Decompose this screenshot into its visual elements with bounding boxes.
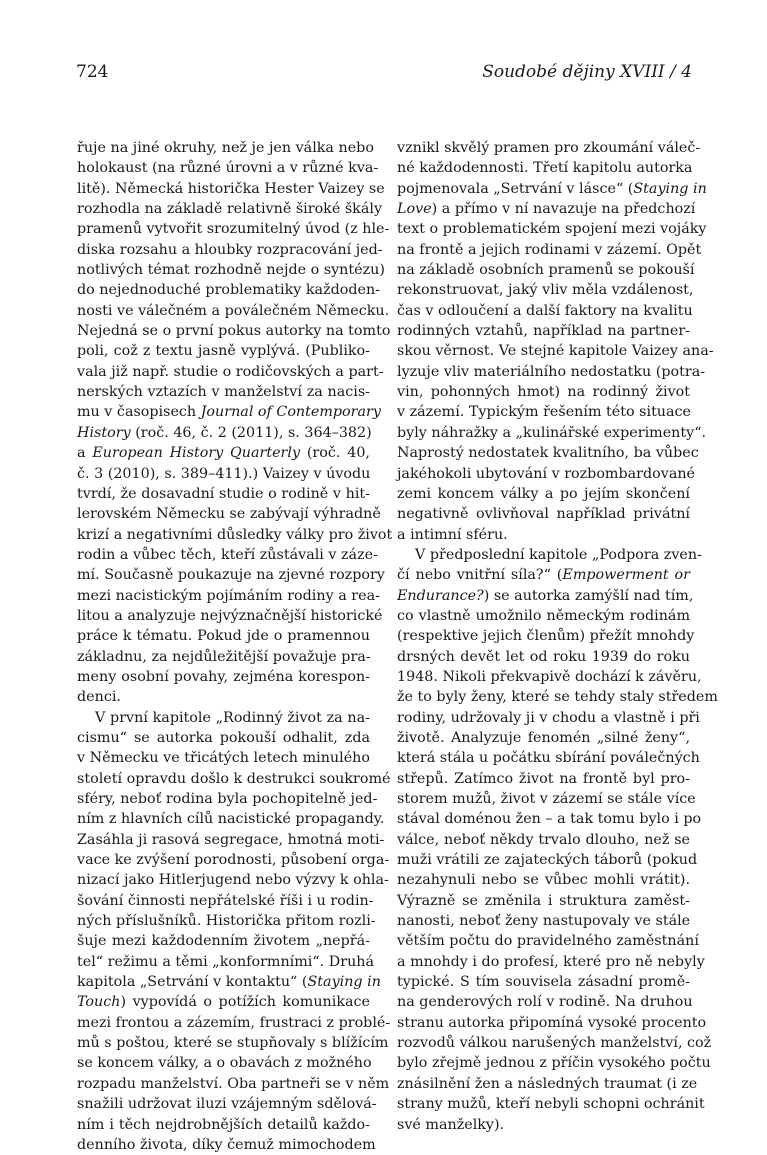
text-line: střepů. Zatímco život na frontě byl pro-	[397, 770, 690, 787]
text-line: cismu“ se autorka pokouší odhalit, zda	[77, 729, 370, 746]
text-line: negativně ovlivňoval například privátní	[397, 506, 690, 523]
text-line: č. 3 (2010), s. 389–411).) Vaizey v úvodu	[77, 465, 371, 482]
text-line: nerských vztazích v manželství za nacis-	[77, 384, 370, 401]
text-line: že to byly ženy, které se tehdy staly středem	[397, 689, 718, 706]
text-line: (respektive jejich členům) přežít mnohdy	[397, 628, 695, 645]
text-line: strany mužů, kteří nebyli schopni ochránit	[397, 1096, 705, 1113]
text-line: V předposlední kapitole „Podpora zven-	[415, 546, 702, 563]
text-line: mů s poštou, které se stupňovaly s blížícím	[77, 1035, 389, 1052]
text-line: History (roč. 46, č. 2 (2011), s. 364–382)	[77, 424, 372, 441]
text-line: zemi koncem války a po jejím skončení	[397, 485, 690, 502]
text-line: vznikl skvělý pramen pro zkoumání váleč-	[397, 140, 701, 156]
text-line: denního života, díky čemuž mimochodem	[77, 1136, 376, 1153]
text-line: v Německu ve třicátých letech minulého	[77, 750, 370, 767]
journal-title: Soudobé dějiny XVIII / 4	[482, 62, 692, 82]
text-line: meny osobní povahy, zejména korespon-	[77, 668, 370, 685]
text-line: Touch) vypovídá o potížích komunikace	[77, 994, 370, 1011]
text-line: storem mužů, život v zázemí se stále více	[397, 791, 696, 807]
text-line: krizí a negativními důsledky války pro život	[77, 526, 393, 543]
text-line: ním z hlavních cílů nacistické propagandy.	[77, 811, 385, 828]
text-line: notlivých témat rozhodně nejde o syntézu)	[77, 262, 385, 279]
text-line: století opravdu došlo k destrukci soukromé	[77, 770, 391, 787]
text-line: mí. Současně poukazuje na zjevné rozpory	[77, 567, 385, 584]
text-line: typické. S tím souvisela zásadní promě-	[397, 974, 690, 991]
text-line: řuje na jiné okruhy, než je jen válka nebo	[77, 140, 374, 156]
text-line: nezahynuli nebo se vůbec mohli vrátit).	[397, 872, 690, 889]
text-line: diska rozsahu a hloubky rozpracování jed-	[77, 241, 383, 258]
text-line: na genderových rolí v rodině. Na druhou	[397, 994, 693, 1011]
right-column-paragraph	[397, 138, 714, 545]
left-text-column	[77, 138, 393, 1155]
page-number: 724	[76, 62, 109, 82]
text-line: Zasáhla ji rasová segregace, hmotná moti-	[77, 831, 385, 848]
text-line: a mnohdy i do profesí, které pro ně nebyly	[397, 953, 705, 970]
text-line: šuje mezi každodenním životem „nepřá-	[77, 933, 370, 950]
text-line: vin, pohonných hmot) na rodinný život	[397, 384, 690, 401]
text-line: rodin a vůbec těch, kteří zůstávali v záze-	[77, 546, 378, 563]
text-line: rozhodla na základě relativně široké škály	[77, 201, 383, 218]
text-line: 1948. Nikoli překvapivě dochází k závěru,	[397, 668, 702, 685]
right-text-column	[397, 138, 718, 1135]
text-line: Výrazně se změnila i struktura zaměst-	[397, 892, 690, 909]
text-line: v zázemí. Typickým řešením této situace	[397, 404, 692, 421]
text-line: stával doménou žen – a tak tomu bylo i po	[397, 811, 702, 828]
text-line: se koncem války, a o obavách z možného	[77, 1055, 372, 1072]
text-line: práce k tématu. Pokud jde o pramennou	[77, 628, 370, 645]
text-line: životě. Analyzuje fenomén „silné ženy“,	[397, 729, 690, 746]
text-line: válce, neboť někdy trvalo dlouho, než se	[397, 831, 690, 848]
text-line: rodinných vztahů, například na partner-	[397, 323, 690, 340]
left-column-paragraph	[77, 138, 393, 708]
text-line: muži vrátili ze zajateckých táborů (pokud	[397, 852, 698, 869]
text-line: lerovském Německu se zabývají výhradně	[77, 506, 381, 523]
text-line: čí nebo vnitřní síla?“ (Empowerment or	[397, 567, 690, 584]
text-line: skou věrnost. Ve stejné kapitole Vaizey ana-	[397, 343, 714, 360]
text-line: denci.	[77, 689, 121, 706]
text-line: vala již např. studie o rodičovských a part-	[77, 363, 384, 380]
text-line: a European History Quarterly (roč. 40,	[77, 445, 370, 462]
text-line: mu v časopisech Journal of Contemporary	[77, 404, 381, 421]
text-line: ním i těch nejdrobnějších detailů každo-	[77, 1116, 370, 1133]
text-line: vace ke zvýšení porodnosti, působení orga-	[77, 852, 390, 869]
text-line: stranu autorka připomíná vysoké procento	[397, 1014, 707, 1031]
text-line: litě). Německá historička Hester Vaizey se	[77, 180, 385, 197]
text-line: pramenů vytvořit srozumitelný úvod (z hle-	[77, 221, 390, 238]
text-line: nanosti, neboť ženy nastupovaly ve stále	[397, 913, 691, 930]
left-column-paragraph	[77, 708, 391, 1155]
text-line: né každodennosti. Třetí kapitolu autorka	[397, 160, 693, 177]
text-line: mezi nacistickým pojímáním rodiny a rea-	[77, 587, 380, 604]
text-line: holokaust (na různé úrovni a v různé kva-	[77, 160, 379, 177]
text-line: V první kapitole „Rodinný život za na-	[95, 709, 370, 726]
text-line: jakéhokoli ubytování v rozbombardované	[397, 465, 696, 482]
text-line: lyzuje vliv materiálního nedostatku (potra-	[397, 363, 706, 380]
text-line: Naprostý nedostatek kvalitního, ba vůbec	[397, 445, 699, 462]
text-line: co vlastně umožnilo německým rodinám	[397, 607, 690, 624]
text-line: která stála u počátku sbírání poválečných	[397, 750, 700, 767]
text-line: kapitola „Setrvání v kontaktu“ (Staying in	[77, 974, 381, 991]
text-line: byly náhražky a „kulinářské experimenty“.	[397, 424, 707, 441]
text-line: na frontě a jejich rodinami v zázemí. Opět	[397, 241, 702, 258]
text-line: šování činnosti nepřátelské říši i u rodin-	[77, 892, 374, 909]
text-line: poli, což z textu jasně vyplývá. (Publiko-	[77, 343, 370, 360]
text-line: tel“ režimu a těmi „konformními“. Druhá	[77, 953, 375, 970]
text-line: na základě osobních pramenů se pokouší	[397, 262, 695, 279]
text-line: nosti ve válečném a poválečném Německu.	[77, 302, 390, 319]
text-line: větším počtu do pravidelného zaměstnání	[397, 933, 699, 950]
text-line: text o problematickém spojení mezi vojáky	[397, 221, 707, 238]
text-line: sféry, neboť rodina byla pochopitelně jed-	[77, 791, 378, 807]
text-line: pojmenovala „Setrvání v lásce“ (Staying in	[397, 180, 707, 197]
text-line: a intimní sféru.	[397, 526, 508, 543]
text-line: znásilnění žen a následných traumat (i ze	[397, 1075, 698, 1092]
text-line: ných příslušníků. Historička přitom rozli-	[77, 913, 376, 930]
text-line: Endurance?) se autorka zamýšlí nad tím,	[397, 587, 694, 604]
text-line: Nejedná se o první pokus autorky na tomto	[77, 323, 391, 340]
text-line: rodiny, udržovaly ji v chodu a vlastně i při	[397, 709, 700, 726]
text-line: čas v odloučení a další faktory na kvalitu	[397, 302, 693, 319]
text-line: do nejednoduché problematiky každoden-	[77, 282, 381, 299]
text-line: rozvodů válkou narušených manželství, což	[397, 1035, 712, 1052]
text-line: Love) a přímo v ní navazuje na předchozí	[397, 201, 696, 218]
text-line: rozpadu manželství. Oba partneři se v něm	[77, 1075, 390, 1092]
right-column-paragraph	[397, 545, 718, 1135]
running-header	[76, 62, 692, 86]
text-line: rekonstruovat, jaký vliv měla vzdálenost,	[397, 282, 694, 299]
text-line: snažili udržovat iluzi vzájemným sdělová-	[77, 1096, 377, 1113]
text-line: bylo zřejmě jednou z příčin vysokého počtu	[397, 1055, 711, 1072]
text-line: mezi frontou a zázemím, frustraci z problé-	[77, 1014, 391, 1031]
text-line: nizací jako Hitlerjugend nebo výzvy k ohla-	[77, 872, 389, 889]
text-line: litou a analyzuje nejvýznačnější historické	[77, 607, 383, 624]
text-line: drsných devět let od roku 1939 do roku	[397, 648, 690, 665]
text-line: své manželky).	[397, 1116, 505, 1133]
text-line: základnu, za nejdůležitější považuje pra-	[77, 648, 371, 665]
text-line: tvrdí, že dosavadní studie o rodině v hit-	[77, 485, 370, 502]
